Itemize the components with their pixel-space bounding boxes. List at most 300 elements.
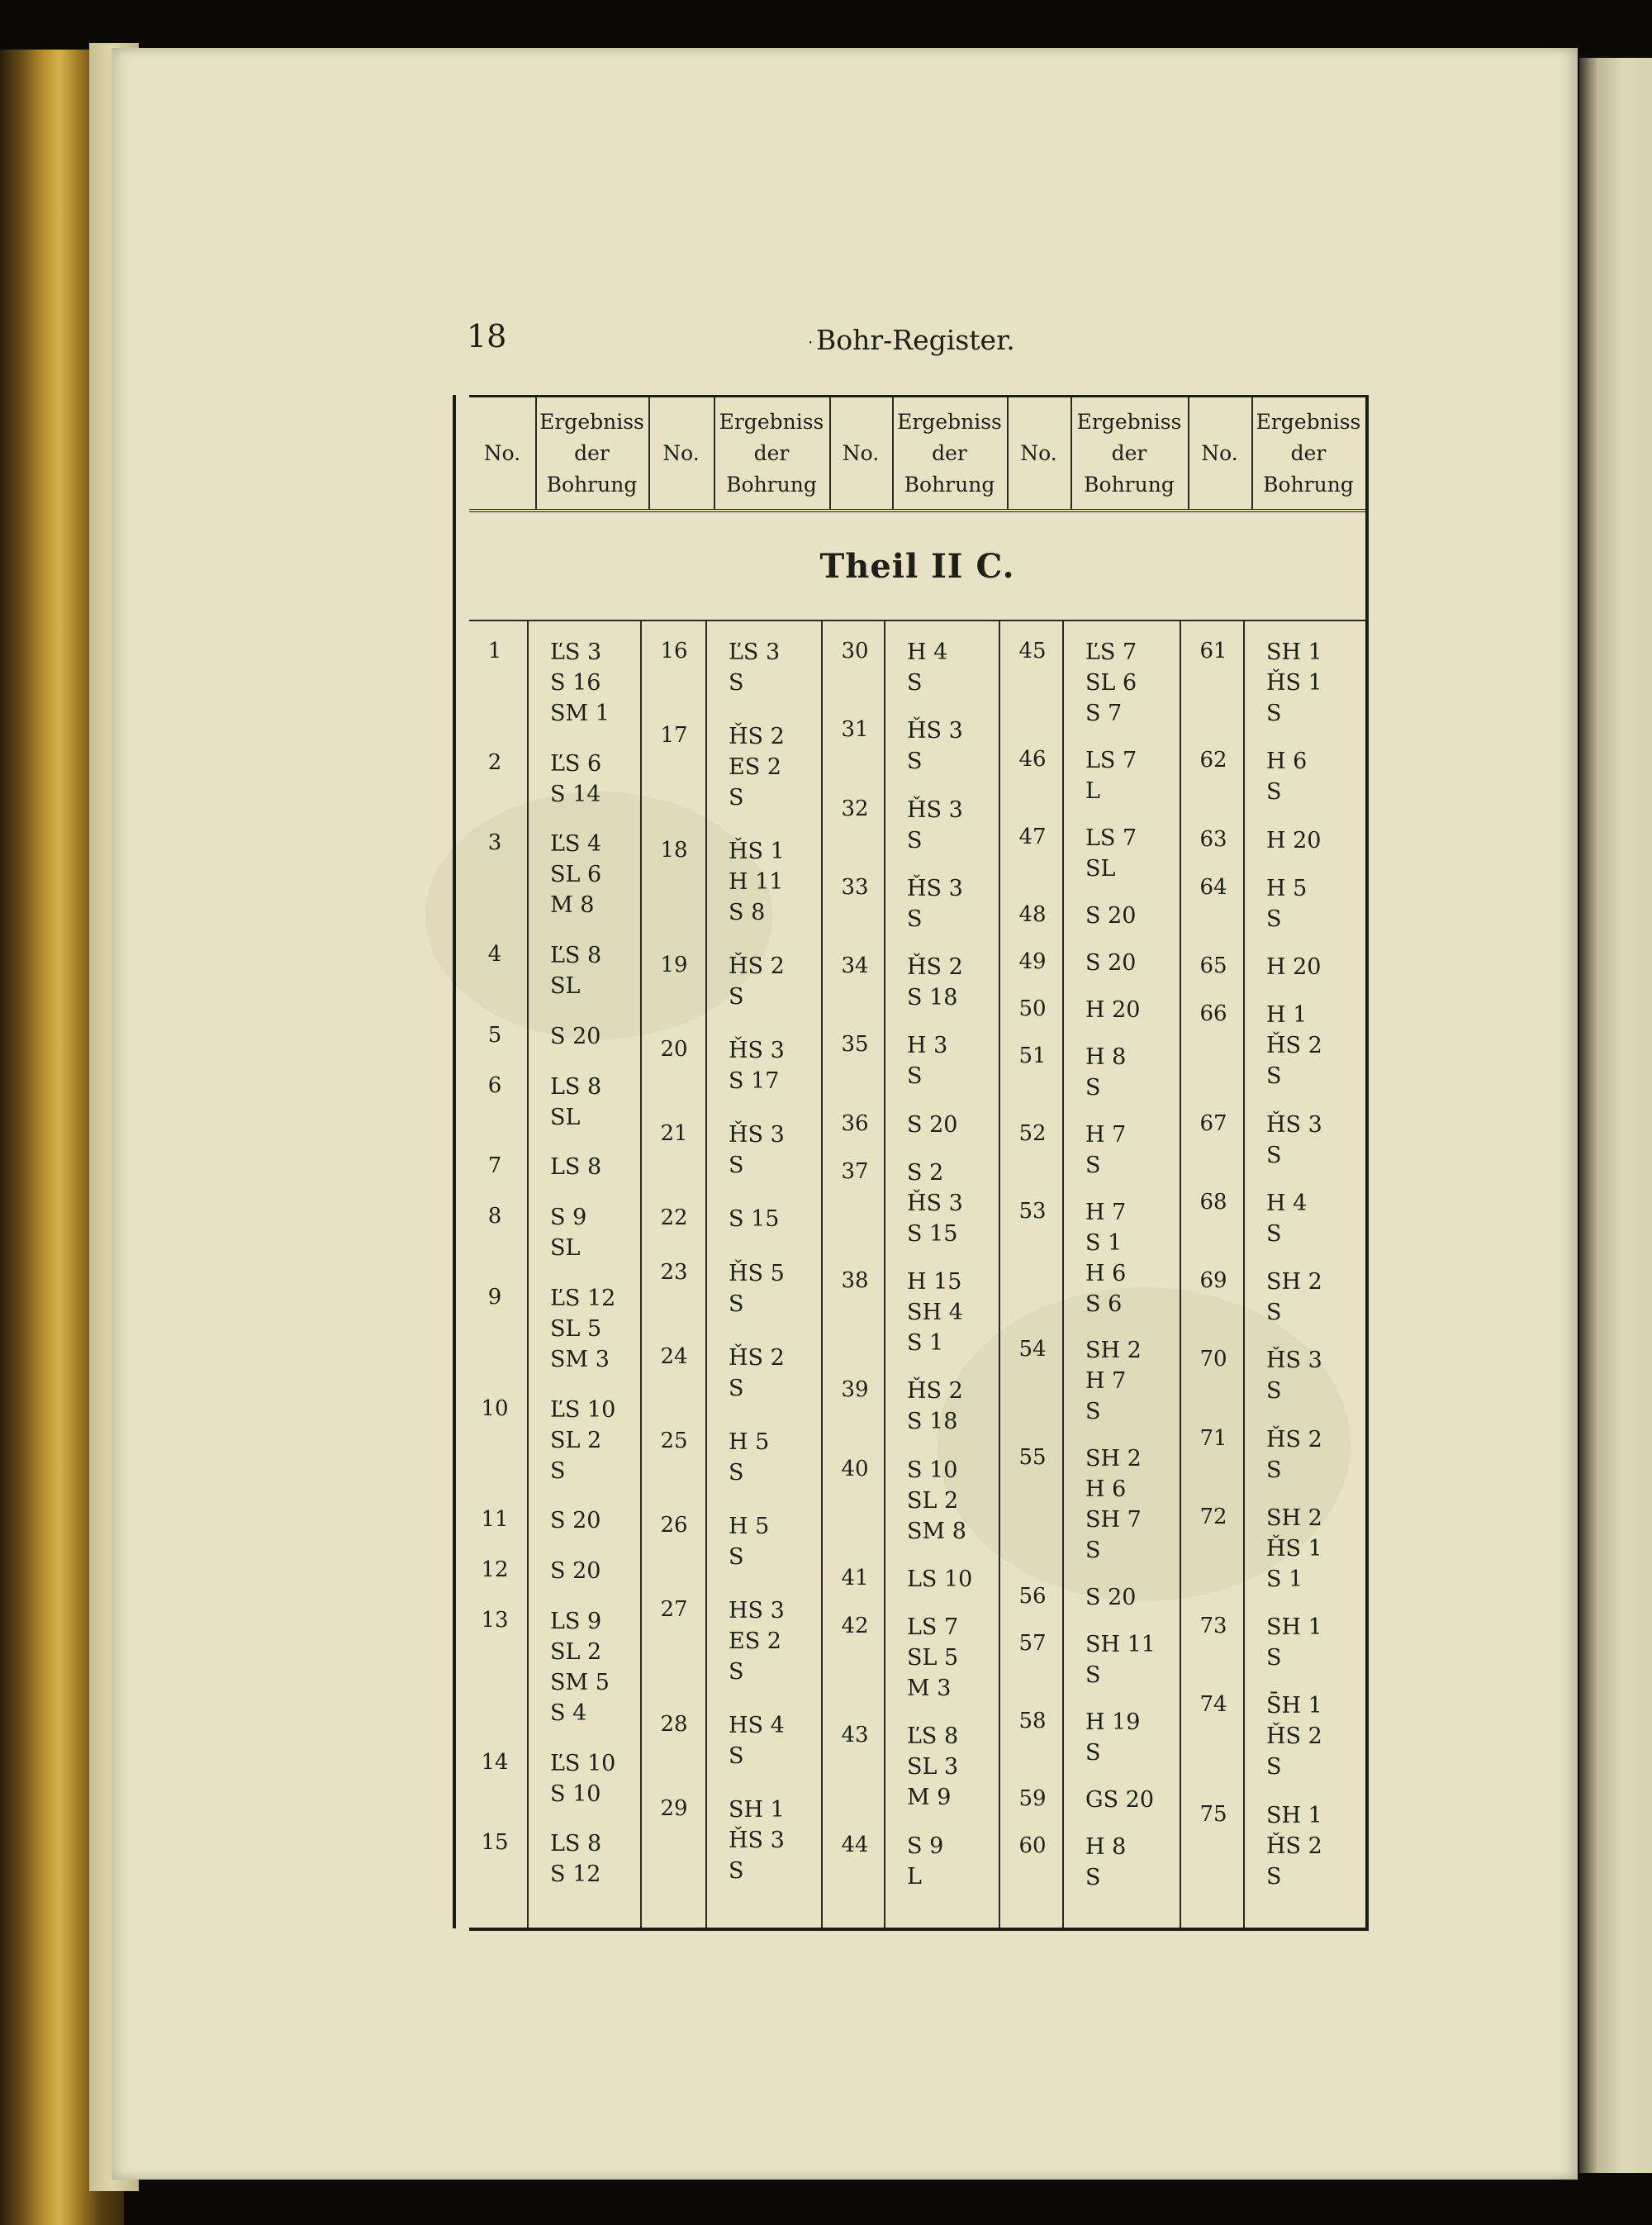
result-line: ȞS 3 [729, 1122, 785, 1148]
entry-number: 45 [1018, 639, 1047, 663]
entry-number: 6 [487, 1072, 502, 1098]
result-line: S [1085, 1662, 1101, 1689]
title-dot: · [808, 332, 814, 352]
result-line: S [907, 749, 923, 775]
entry-number: 63 [1199, 826, 1227, 852]
result-line: SL [550, 973, 581, 1000]
result-line: S 20 [1085, 949, 1137, 976]
result-line: SH 2 [1085, 1446, 1142, 1472]
entry-number: 28 [660, 1711, 688, 1737]
result-line: LS 9 [550, 1608, 602, 1634]
entry-result [1266, 1345, 1322, 1406]
result-line: S 15 [729, 1206, 780, 1233]
entry-number: 22 [660, 1205, 688, 1231]
entry-result [729, 1204, 779, 1234]
result-line: ȞS 3 [907, 1190, 963, 1216]
entry-result [907, 1564, 972, 1595]
header-column-divider [648, 397, 650, 509]
entry-number: 2 [487, 749, 502, 775]
entry-number: 44 [841, 1832, 869, 1857]
result-line: S [1266, 701, 1282, 726]
entry-number: 70 [1199, 1347, 1227, 1372]
result-line: H 7 [1085, 1368, 1127, 1395]
result-line: S 15 [907, 1220, 958, 1247]
entry-number: 74 [1199, 1692, 1227, 1718]
entry-result [729, 1258, 785, 1319]
entry-number: 27 [660, 1596, 688, 1622]
result-line: S 7 [1085, 701, 1123, 726]
result-line: SL [550, 1104, 581, 1130]
result-line: SH 2 [1085, 1338, 1142, 1364]
result-line: H 8 [1085, 1044, 1127, 1070]
body-column-divider [821, 621, 823, 1928]
result-line: ȞS 2 [1266, 1033, 1322, 1059]
result-line: S [1266, 1457, 1282, 1483]
entry-result [550, 1395, 615, 1486]
entry-result [1085, 995, 1141, 1025]
table-header [469, 397, 1365, 512]
result-line: S [1266, 1220, 1282, 1247]
entry-result [550, 1283, 615, 1375]
result-line: ȞS 2 [907, 1378, 963, 1405]
entry-result [1266, 952, 1322, 982]
result-line: SL 2 [550, 1638, 602, 1665]
result-line: H 19 [1085, 1709, 1141, 1736]
entry-result [729, 1511, 769, 1572]
result-line: H 6 [1266, 749, 1308, 775]
entry-number: 60 [1018, 1833, 1047, 1859]
header-column-divider [1007, 397, 1009, 509]
result-line: HS 3 [729, 1597, 785, 1624]
result-line: S [729, 1742, 744, 1769]
result-line: S 10 [907, 1457, 958, 1483]
entry-number: 8 [487, 1204, 502, 1229]
entry-number: 49 [1018, 948, 1047, 974]
entry-number: 75 [1199, 1801, 1227, 1827]
result-line: SM 3 [550, 1346, 610, 1372]
result-line: ĽS 6 [550, 750, 602, 777]
result-line: S [1266, 1863, 1282, 1890]
body-column-divider [1062, 621, 1064, 1928]
entry-result [907, 1110, 957, 1140]
result-line: S [1266, 1300, 1282, 1326]
result-line: S [729, 785, 744, 811]
entry-number: 54 [1018, 1337, 1047, 1362]
result-line: LS 8 [550, 1831, 602, 1857]
result-line: ĽS 8 [907, 1723, 959, 1750]
header-result-line: Bohrung [1084, 472, 1175, 497]
entry-number: 62 [1199, 748, 1227, 773]
entry-number: 17 [660, 723, 688, 749]
result-line: S [1266, 1063, 1282, 1090]
header-column-divider [892, 397, 894, 509]
result-line: LS 7 [1085, 747, 1137, 773]
entry-number: 40 [841, 1456, 869, 1481]
entry-result [907, 1455, 966, 1547]
entry-number: 64 [1199, 874, 1227, 900]
entry-result [1266, 1188, 1307, 1249]
result-line: ĽS 4 [550, 831, 602, 858]
entry-number: 56 [1018, 1584, 1047, 1609]
result-line: ȞS 3 [907, 718, 963, 744]
result-line: S [907, 906, 923, 932]
table-left-border [453, 395, 456, 1928]
result-line: ĽS 7 [1085, 639, 1137, 665]
entry-result [907, 1376, 963, 1437]
result-line: ȞS 3 [907, 796, 963, 823]
result-line: SH 1 [1266, 1802, 1322, 1828]
result-line: L [1085, 777, 1100, 804]
entry-result [729, 1710, 785, 1771]
result-line: S [1085, 1865, 1101, 1891]
result-line: HS 4 [729, 1712, 785, 1738]
result-line: ȞS 2 [729, 953, 785, 980]
entry-result [1266, 746, 1307, 807]
bohr-register-table [469, 395, 1369, 1931]
entry-number: 43 [841, 1723, 869, 1748]
entry-number: 25 [660, 1428, 688, 1453]
result-line: S [729, 1658, 744, 1685]
facing-page-edge [1579, 58, 1652, 2173]
entry-result [1266, 1424, 1322, 1486]
result-line: SH 1 [1266, 1614, 1322, 1641]
entry-result [550, 1072, 601, 1133]
result-line: ȞS 5 [729, 1260, 785, 1286]
result-line: S 20 [1085, 1585, 1137, 1611]
entry-number: 71 [1199, 1425, 1227, 1451]
body-column-divider [1243, 621, 1245, 1928]
body-column-divider [884, 621, 885, 1928]
result-line: S [1266, 1378, 1282, 1405]
body-column-divider [527, 621, 529, 1928]
result-line: H 20 [1085, 996, 1141, 1023]
result-line: ȞS 3 [1266, 1111, 1322, 1138]
body-column-divider [999, 621, 1000, 1928]
entry-result [1085, 1629, 1156, 1690]
entry-result [907, 1158, 963, 1249]
result-line: H 11 [729, 869, 784, 896]
entry-number: 32 [841, 796, 869, 821]
entry-result [550, 1505, 601, 1536]
entry-number: 34 [841, 953, 869, 979]
entry-result [1085, 1042, 1126, 1103]
entry-number: 37 [841, 1158, 869, 1184]
body-column-divider [1180, 621, 1181, 1928]
entry-result [729, 1795, 785, 1886]
result-line: S [907, 827, 923, 853]
entry-number: 73 [1199, 1614, 1227, 1639]
result-line: S 4 [550, 1700, 587, 1726]
result-line: SL 6 [1085, 670, 1137, 696]
header-result-2 [714, 397, 829, 509]
result-line: ȞS 2 [907, 954, 963, 981]
result-line: S 18 [907, 985, 958, 1011]
entry-number: 38 [841, 1268, 869, 1294]
result-line: S [1085, 1399, 1101, 1425]
result-line: ȞS 2 [1266, 1833, 1322, 1859]
entry-result [907, 1612, 958, 1704]
entry-result [1085, 1120, 1126, 1181]
result-line: S [1266, 779, 1282, 806]
result-line: S 9 [550, 1205, 587, 1231]
result-line: LS 7 [1085, 825, 1137, 851]
header-result-line: Bohrung [1263, 472, 1354, 497]
entry-result [729, 1343, 785, 1404]
entry-result [729, 1035, 785, 1096]
result-line: S 18 [907, 1409, 958, 1435]
result-line: S 20 [550, 1558, 601, 1585]
entry-result [907, 795, 963, 856]
header-result-line: Ergebniss [1256, 409, 1361, 434]
result-line: H 7 [1085, 1121, 1127, 1148]
result-line: H 4 [1266, 1190, 1308, 1216]
entry-number: 7 [487, 1153, 502, 1179]
entry-number: 41 [841, 1565, 869, 1590]
result-line: S [729, 1459, 744, 1486]
result-line: S 16 [550, 670, 601, 696]
entry-result [1266, 1690, 1322, 1782]
result-line: S 10 [550, 1780, 601, 1807]
result-line: S 1 [907, 1330, 944, 1357]
result-line: S [907, 1063, 923, 1090]
header-result-line: Bohrung [546, 472, 638, 497]
header-column-divider [535, 397, 537, 509]
entry-result [729, 721, 785, 813]
result-line: H 20 [1266, 954, 1322, 981]
entry-result [1085, 1443, 1142, 1566]
result-line: LS 8 [550, 1073, 602, 1100]
result-line: S̄H 1 [1266, 1693, 1322, 1719]
entry-number: 51 [1018, 1043, 1047, 1068]
result-line: S 20 [1085, 902, 1137, 929]
header-result-line: Bohrung [726, 472, 817, 497]
result-line: H 20 [1266, 827, 1322, 853]
result-line: ȞS 2 [729, 1344, 785, 1371]
result-line: H 5 [729, 1513, 770, 1539]
result-line: S 20 [550, 1023, 601, 1049]
entry-number: 57 [1018, 1631, 1047, 1657]
entry-result [1266, 825, 1322, 856]
entry-result [1266, 1612, 1322, 1673]
entry-result [550, 1606, 610, 1728]
header-no-5: No. [1201, 440, 1238, 465]
entry-number: 58 [1018, 1709, 1047, 1734]
result-line: SH 4 [907, 1300, 963, 1326]
header-result-line: der [753, 440, 790, 465]
entry-result [550, 1021, 601, 1052]
result-line: SL 2 [550, 1427, 602, 1453]
result-line: S 17 [729, 1068, 780, 1095]
entry-result [1085, 1197, 1126, 1319]
section-title: Theil II C. [819, 546, 1015, 586]
entry-number: 29 [660, 1795, 688, 1821]
result-line: ȞS 2 [1266, 1723, 1322, 1750]
entry-number: 5 [487, 1022, 502, 1048]
entry-number: 24 [660, 1343, 688, 1369]
entry-number: 53 [1018, 1198, 1047, 1224]
result-line: S [907, 670, 923, 696]
entry-number: 61 [1199, 639, 1227, 663]
entry-number: 4 [487, 942, 502, 967]
result-line: ȞS 2 [729, 724, 785, 750]
entry-result [550, 829, 601, 920]
entry-number: 69 [1199, 1268, 1227, 1294]
entry-result [907, 873, 963, 934]
result-line: S [729, 1291, 744, 1317]
header-no-4: No. [1020, 440, 1057, 465]
result-line: GS 20 [1085, 1787, 1155, 1814]
result-line: S [1085, 1152, 1101, 1178]
running-title: Bohr-Register. [816, 324, 1015, 356]
entry-result [907, 952, 963, 1013]
result-line: ȞS 1 [1266, 670, 1322, 696]
header-result-line: der [1111, 440, 1147, 465]
entry-result [729, 637, 780, 698]
header-result-line: der [574, 440, 610, 465]
entry-result [550, 637, 610, 729]
entry-number: 68 [1199, 1189, 1227, 1215]
entry-number: 65 [1199, 953, 1227, 979]
entry-number: 9 [487, 1284, 502, 1310]
entry-result [729, 1120, 785, 1181]
result-line: H 1 [1266, 1002, 1308, 1029]
result-line: ȞS 2 [1266, 1426, 1322, 1452]
entry-number: 16 [660, 639, 688, 663]
entry-number: 3 [487, 830, 502, 856]
entry-result [550, 1828, 601, 1890]
entry-result [1266, 1000, 1322, 1091]
entry-result [1085, 637, 1137, 729]
result-line: ES 2 [729, 754, 781, 781]
result-line: H 5 [729, 1429, 770, 1455]
entry-result [550, 1748, 615, 1809]
result-line: ĽS 3 [550, 639, 602, 665]
entry-number: 42 [841, 1614, 869, 1639]
result-line: S 20 [907, 1111, 958, 1138]
result-line: H 8 [1085, 1834, 1127, 1861]
entry-result [550, 1152, 601, 1182]
result-line: L [907, 1863, 922, 1890]
entry-number: 59 [1018, 1786, 1047, 1812]
header-result-line: der [932, 440, 967, 465]
result-line: H 3 [907, 1033, 948, 1059]
result-line: S 6 [1085, 1291, 1123, 1317]
entry-number: 67 [1199, 1110, 1227, 1136]
entry-result [1266, 1110, 1322, 1171]
entry-number: 48 [1018, 901, 1047, 927]
entry-number: 20 [660, 1037, 688, 1063]
result-line: SH 1 [729, 1796, 785, 1823]
entry-number: 66 [1199, 1001, 1227, 1027]
entry-result [1085, 1832, 1126, 1893]
entry-result [1266, 1267, 1322, 1328]
result-line: SM 1 [550, 701, 610, 726]
result-line: ȞS 3 [907, 875, 963, 901]
result-line: H 4 [907, 639, 948, 665]
entry-number: 10 [481, 1395, 509, 1421]
body-column-divider [640, 621, 642, 1928]
result-line: SH 2 [1266, 1269, 1322, 1296]
result-line: ȞS 3 [729, 1038, 785, 1064]
result-line: S [1085, 1538, 1101, 1564]
result-line: ĽS 8 [550, 943, 602, 969]
entry-result [550, 749, 601, 810]
result-line: LS 10 [907, 1566, 973, 1592]
entry-number: 19 [660, 953, 688, 978]
entry-result [907, 1721, 958, 1813]
result-line: S [1266, 906, 1282, 932]
header-result-line: der [1290, 440, 1327, 465]
entry-number: 36 [841, 1110, 869, 1136]
entry-number: 33 [841, 874, 869, 900]
entry-number: 30 [841, 639, 869, 663]
entry-result [907, 637, 947, 698]
header-column-divider [1188, 397, 1189, 509]
entry-result [1266, 873, 1307, 934]
result-line: SH 11 [1085, 1632, 1156, 1658]
entry-result [1085, 948, 1136, 978]
header-column-divider [829, 397, 831, 509]
entry-result [907, 1267, 963, 1358]
result-line: ȞS 1 [729, 839, 785, 865]
header-result-1 [535, 397, 648, 509]
entry-number: 72 [1199, 1504, 1227, 1529]
entry-result [729, 951, 785, 1012]
result-line: ȞS 1 [1266, 1535, 1322, 1562]
result-line: S 1 [1266, 1566, 1303, 1592]
result-line: SH 7 [1085, 1507, 1142, 1533]
header-result-line: Bohrung [904, 472, 995, 497]
result-line: H 15 [907, 1269, 962, 1296]
result-line: S 2 [907, 1159, 944, 1186]
result-line: S [1085, 1740, 1101, 1766]
entry-result [907, 1831, 943, 1892]
header-result-5 [1251, 397, 1365, 509]
entry-number: 13 [481, 1607, 509, 1633]
result-line: SM 8 [907, 1518, 966, 1544]
result-line: ĽS 12 [550, 1285, 616, 1311]
entry-result [1266, 1800, 1322, 1892]
result-line: S [729, 670, 744, 696]
result-line: M 9 [907, 1785, 952, 1811]
result-line: ȞS 3 [1266, 1348, 1322, 1374]
result-line: SM 5 [550, 1669, 610, 1695]
section-heading [469, 512, 1365, 621]
result-line: S [729, 1375, 744, 1401]
header-no-1: No. [483, 440, 521, 465]
result-line: S [729, 1857, 744, 1884]
entry-number: 14 [481, 1749, 509, 1775]
result-line: SL [1085, 855, 1116, 882]
result-line: SL [550, 1235, 581, 1262]
header-result-line: Ergebniss [719, 409, 824, 434]
entry-result [1085, 1582, 1136, 1613]
result-line: H 7 [1085, 1199, 1127, 1225]
result-line: S [1266, 1142, 1282, 1168]
result-line: SL 2 [907, 1487, 959, 1514]
result-line: SL 3 [907, 1754, 959, 1780]
entry-number: 11 [481, 1507, 509, 1533]
result-line: H 6 [1085, 1260, 1127, 1286]
entry-result [1085, 1707, 1141, 1768]
result-line: S [1266, 1754, 1282, 1780]
result-line: S 20 [550, 1508, 601, 1534]
entry-result [1085, 745, 1137, 806]
entry-number: 23 [660, 1259, 688, 1285]
result-line: H 5 [1266, 875, 1308, 901]
entry-number: 12 [481, 1557, 509, 1583]
result-line: ĽS 10 [550, 1396, 616, 1423]
